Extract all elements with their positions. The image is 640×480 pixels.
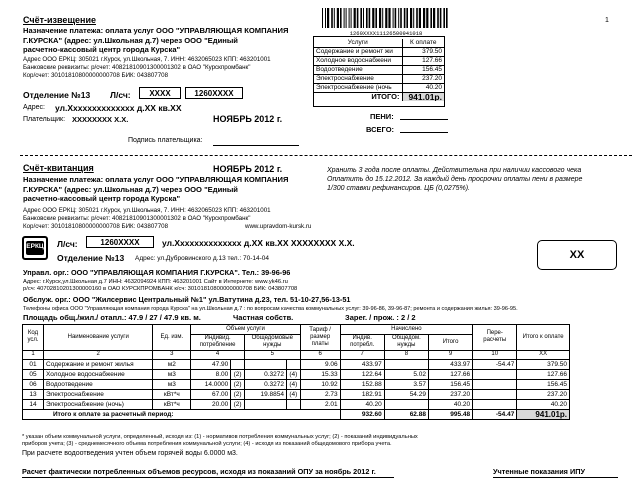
receipt-org-line: Адрес ООО ЕРКЦ: 305021 г.Курск, ул.Школьная, 7. ИНН: 4632065023 КПП: 463201001 <box>23 207 271 214</box>
barcode-bar <box>406 8 408 28</box>
barcode-bar <box>426 8 428 28</box>
column-numbers-row <box>23 350 570 360</box>
receipt-purpose <box>23 175 288 204</box>
service-name: Электроснабжение (ночь <box>314 84 402 93</box>
receipt-purpose-line: расчетно-кассовый центр города Курска" <box>23 194 181 203</box>
col-number: 7 <box>340 350 384 360</box>
peni-label: ПЕНИ: <box>370 112 394 121</box>
receipt-address-line: ул.Xxxxxxxxxxxxxx д.XX кв.XX XXXXXXXX X.X. <box>162 238 355 248</box>
col-number: 3 <box>153 350 191 360</box>
row-common-mark: (4) <box>286 380 300 390</box>
receipt-purpose-line: Г.КУРСКА" (адрес: ул.Школьная д.7) через ООО "Единый <box>23 184 238 194</box>
notice-org-info <box>23 56 271 79</box>
row-acc-com: 3.57 <box>384 380 428 390</box>
table-row <box>23 400 570 410</box>
barcode-bar <box>388 8 390 28</box>
total-to-pay: 941.01р. <box>517 410 570 420</box>
barcode-bars <box>320 8 452 28</box>
signature-line <box>213 145 299 146</box>
row-indiv-mark: (2) <box>231 370 245 380</box>
barcode <box>320 8 452 36</box>
row-name: Электроснабжение (ночь) <box>44 400 153 410</box>
barcode-bar <box>334 8 335 28</box>
notice-purpose-line: Назначение платежа: оплата услуг ООО "УПРАВЛЯЮЩАЯ КОМПАНИЯ <box>23 26 289 35</box>
row-recalc: -54.47 <box>473 360 517 370</box>
col-number: 6 <box>300 350 340 360</box>
notice-purpose-line: расчетно-кассовый центр города Курска" <box>23 45 181 54</box>
barcode-bar <box>419 8 421 28</box>
header-name: Наименование услуги <box>44 325 153 351</box>
row-unit: м2 <box>153 360 191 370</box>
row-unit: м3 <box>153 380 191 390</box>
row-tariff: 2.73 <box>300 390 340 400</box>
row-name: Холодное водоснабжение <box>44 370 153 380</box>
barcode-bar <box>357 8 359 28</box>
barcode-bar <box>337 8 339 28</box>
cut-line <box>20 155 632 156</box>
service-row <box>314 66 444 75</box>
footnotes <box>22 434 418 448</box>
row-tariff: 10.92 <box>300 380 340 390</box>
barcode-bar <box>375 8 377 28</box>
row-name: Электроснабжение <box>44 390 153 400</box>
receipt-org-line: Кор/счет: 30101810800000000708 БИК: 043807708 <box>23 222 169 230</box>
barcode-bar <box>437 8 439 28</box>
barcode-bar <box>344 8 345 28</box>
service-row <box>314 84 444 93</box>
col-number: 2 <box>44 350 153 360</box>
bottom-left-line <box>22 477 394 478</box>
service-amount: 156.45 <box>402 66 444 75</box>
table-row <box>23 360 570 370</box>
barcode-bar <box>349 8 350 28</box>
notice-payer: XXXXXXXX X.X. <box>72 115 129 124</box>
row-name: Содержание и ремонт жилья <box>44 360 153 370</box>
barcode-bar <box>393 8 394 28</box>
row-common-mark <box>286 400 300 410</box>
total-row <box>23 410 570 420</box>
receipt-account-box: 1260XXXX <box>86 236 154 248</box>
row-total: 127.66 <box>428 370 472 380</box>
col-number: 1 <box>23 350 44 360</box>
col-number: 9 <box>428 350 472 360</box>
barcode-text: 1260XXXX11126500941018 <box>349 30 423 37</box>
row-recalc <box>473 370 517 380</box>
receipt-branch-address: Адрес: ул.Дубровинского д.13 тел.: 70-14-04 <box>135 255 270 262</box>
barcode-bar <box>372 8 374 28</box>
barcode-bar <box>398 8 399 28</box>
row-code: 13 <box>23 390 44 400</box>
row-code: 14 <box>23 400 44 410</box>
barcode-bar <box>385 8 387 28</box>
notice-branch: Отделение №13 <box>23 90 91 100</box>
row-common: 19.8854 <box>244 390 286 400</box>
row-common <box>244 360 286 370</box>
barcode-bar <box>351 8 352 28</box>
header-total: Итого <box>428 334 472 350</box>
header-accrued-common: Общедом. нужды <box>384 334 428 350</box>
recalc-note: При расчете водоотведения учтен объем горячей воды 6.0000 м3. <box>22 450 238 457</box>
row-code: 05 <box>23 370 44 380</box>
col-number: 10 <box>473 350 517 360</box>
notice-purpose <box>23 26 288 55</box>
row-acc-ind: 152.88 <box>340 380 384 390</box>
row-indiv-mark: (2) <box>231 380 245 390</box>
barcode-bar <box>366 8 368 28</box>
row-common <box>244 400 286 410</box>
row-to-pay: 237.20 <box>517 390 570 400</box>
row-acc-com: 54.29 <box>384 390 428 400</box>
barcode-bar <box>416 8 418 28</box>
row-tariff: 9.06 <box>300 360 340 370</box>
service-amount: 127.66 <box>402 57 444 66</box>
col-number: XX <box>517 350 570 360</box>
row-common: 0.3272 <box>244 380 286 390</box>
notice-services-box <box>313 36 445 107</box>
receipt-branch: Отделение №13 <box>57 253 125 263</box>
bottom-left-heading: Расчет фактически потребленных объемов ресурсов, исходя из показаний ОПУ за ноябрь 2012 г. <box>22 467 376 476</box>
storage-note <box>327 166 582 193</box>
row-total: 433.97 <box>428 360 472 370</box>
barcode-bar <box>413 8 414 28</box>
row-unit: кВт*ч <box>153 400 191 410</box>
row-acc-ind: 122.64 <box>340 370 384 380</box>
vsego-line <box>400 132 448 133</box>
barcode-bar <box>433 8 435 28</box>
service-name: Содержание и ремонт жи <box>314 48 402 57</box>
barcode-bar <box>322 8 323 28</box>
barcode-bar <box>440 8 442 28</box>
row-indiv-mark: (2) <box>231 390 245 400</box>
header-recalc: Пере-расчеты <box>473 325 517 351</box>
row-acc-com <box>384 400 428 410</box>
row-to-pay: 127.66 <box>517 370 570 380</box>
service-org: Обслуж. орг.: ООО "Жилсервис Центральный №1" ул.Ватутина д.23, тел. 51-10-27,56-13-51 <box>23 295 351 304</box>
notice-org-line: Кор/счет: 30101810800000000708 БИК: 043807708 <box>23 71 169 79</box>
barcode-bar <box>423 8 425 28</box>
service-amount: 379.50 <box>402 48 444 57</box>
barcode-bar <box>354 8 356 28</box>
table-row <box>23 380 570 390</box>
row-acc-com: 5.02 <box>384 370 428 380</box>
total-acc-com: 62.88 <box>384 410 428 420</box>
row-common: 0.3272 <box>244 370 286 380</box>
row-indiv-mark: (2) <box>231 400 245 410</box>
row-indiv-mark <box>231 360 245 370</box>
barcode-bar <box>331 8 333 28</box>
header-unit: Ед. изм. <box>153 325 191 351</box>
row-tariff: 2.01 <box>300 400 340 410</box>
website-link[interactable]: www.upravdom-kursk.ru <box>245 223 312 230</box>
erkc-logo-text: ЕРКЦ <box>26 243 44 250</box>
header-accrued-indiv: Индив. потребл. <box>340 334 384 350</box>
service-amount: 40.20 <box>402 84 444 93</box>
barcode-bar <box>404 8 406 28</box>
total-total: 995.48 <box>428 410 472 420</box>
mgmt-org-bank: р/сч: 40702810201300000160 в ОАО КУРСКПРОМБАНК к/сч: 30101810800000000708 БИК: 043807708 <box>23 286 298 292</box>
row-to-pay: 40.20 <box>517 400 570 410</box>
receipt-title: Счёт-квитанция <box>23 163 94 173</box>
row-recalc <box>473 400 517 410</box>
barcode-bar <box>382 8 383 28</box>
notice-address: ул.Xxxxxxxxxxxxxx д.XX кв.XX <box>55 103 182 113</box>
notice-account-label: Л/сч: <box>110 90 131 100</box>
total-recalc: -54.47 <box>473 410 517 420</box>
notice-title: Счёт-извещение <box>23 15 97 25</box>
barcode-bar <box>410 8 412 28</box>
notice-period: НОЯБРЬ 2012 г. <box>213 114 283 124</box>
row-code: 06 <box>23 380 44 390</box>
barcode-bar <box>360 8 362 28</box>
barcode-bar <box>327 8 329 28</box>
services-header-amount: К оплате <box>402 39 444 48</box>
mgmt-org-address: Адрес: г.Курск,ул.Школьная д.7 ИНН: 4632094924 КПП: 463201001 Сайт в Интернете: www.yk46.ru <box>23 279 288 285</box>
barcode-bar <box>363 8 364 28</box>
page-number: 1 <box>605 17 609 24</box>
row-recalc <box>473 380 517 390</box>
row-acc-com <box>384 360 428 370</box>
service-amount: 237.20 <box>402 75 444 84</box>
col-number: 8 <box>384 350 428 360</box>
notice-account-box2: 1260XXXX <box>185 87 243 99</box>
barcode-bar <box>446 8 448 28</box>
peni-line <box>400 119 448 120</box>
notice-services-table <box>314 39 444 101</box>
row-indiv: 47.90 <box>191 360 231 370</box>
notice-org-line: Адрес ООО ЕРКЦ: 305021 г.Курск, ул.Школьная, 7. ИНН: 4632065023 КПП: 463201001 <box>23 56 271 63</box>
barcode-bar <box>430 8 432 28</box>
barcode-bar <box>379 8 381 28</box>
header-to-pay: Итого к оплате <box>517 325 570 351</box>
barcode-bar <box>443 8 445 28</box>
row-indiv: 67.00 <box>191 390 231 400</box>
total-label: Итого к оплате за расчетный период: <box>23 410 341 420</box>
row-unit: кВт*ч <box>153 390 191 400</box>
service-row <box>314 75 444 84</box>
header-common: Общедомовые нужды <box>244 334 300 350</box>
area-line: Площадь общ./жил./ отапл.: 47.9 / 27 / 47.9 кв. м. <box>23 313 201 322</box>
receipt-period: НОЯБРЬ 2012 г. <box>213 164 283 174</box>
service-row <box>314 48 444 57</box>
row-to-pay: 156.45 <box>517 380 570 390</box>
row-total: 237.20 <box>428 390 472 400</box>
service-name: Холодное водоснабжени <box>314 57 402 66</box>
row-acc-ind: 40.20 <box>340 400 384 410</box>
header-code: Код усл. <box>23 325 44 351</box>
row-recalc <box>473 390 517 400</box>
notice-org-line: Банковские реквизиты: р/счет: 40821810901300001302 в ОАО "Курскпромбанк" <box>23 63 251 71</box>
row-indiv: 20.00 <box>191 400 231 410</box>
big-code-box: XX <box>537 240 617 270</box>
row-acc-ind: 433.97 <box>340 360 384 370</box>
col-number: 5 <box>244 350 300 360</box>
bottom-right-heading: Учтенные показания ИПУ <box>493 467 585 476</box>
receipt-account-label: Л/сч: <box>57 239 78 249</box>
service-name: Водоотведение <box>314 66 402 75</box>
notice-account-box1: XXXX <box>139 87 181 99</box>
row-name: Водоотведение <box>44 380 153 390</box>
bottom-right-line <box>493 477 618 478</box>
barcode-bar <box>325 8 326 28</box>
barcode-bar <box>369 8 371 28</box>
services-total: 941.01р. <box>402 93 444 102</box>
barcode-bar <box>340 8 342 28</box>
footnote-line: приборов учета; (3) - среднемесячного объема потребления коммунальной услуги; (4) - исходя из показаний общедомового прибора учета. <box>22 441 392 447</box>
storage-note-line: Оплатить до 15.12.2012. За каждый день просрочки оплаты пени в размере <box>327 176 583 183</box>
row-indiv: 14.0000 <box>191 380 231 390</box>
col-number: 4 <box>191 350 245 360</box>
charges-table <box>22 324 570 420</box>
signature-label: Подпись плательщика: <box>128 137 203 144</box>
ownership: Частная собств. <box>233 313 294 322</box>
notice-purpose-line: Г.КУРСКА" (адрес: ул.Школьная д.7) через ООО "Единый <box>23 35 238 45</box>
barcode-bar <box>400 8 402 28</box>
mgmt-org: Управл. орг.: ООО "УПРАВЛЯЮЩАЯ КОМПАНИЯ Г.КУРСКА". Тел.: 39-96-96 <box>23 268 291 277</box>
services-header-name: Услуги <box>314 39 402 48</box>
row-indiv: 8.00 <box>191 370 231 380</box>
footnote-line: * указан объем коммунальной услуги, определенный, исходя из: (1) - нормативов потребления коммунальных услуг; (2) - показаний индивидуальных <box>22 434 418 440</box>
receipt-org-info <box>23 207 271 230</box>
row-common-mark: (4) <box>286 390 300 400</box>
row-common-mark <box>286 360 300 370</box>
table-row <box>23 390 570 400</box>
row-common-mark: (4) <box>286 370 300 380</box>
header-volume: Объем услуги <box>191 325 300 335</box>
notice-payer-label: Плательщик: <box>23 116 66 123</box>
service-row <box>314 57 444 66</box>
row-to-pay: 379.50 <box>517 360 570 370</box>
phones-note: Телефоны офиса ООО "Управляющая компания города Курска" на ул.Школьная д.7 : по вопросам качества коммунальных услуг: 39-96-86, 39-96-87; ремонта и содержания жилья: 39-96-95. <box>23 306 518 312</box>
header-tariff: Тариф / размер платы <box>300 325 340 351</box>
table-row <box>23 370 570 380</box>
erkc-logo <box>22 236 48 260</box>
row-total: 40.20 <box>428 400 472 410</box>
registered: Зарег. / прож. : 2 / 2 <box>345 313 416 322</box>
barcode-bar <box>395 8 397 28</box>
row-acc-ind: 182.91 <box>340 390 384 400</box>
row-unit: м3 <box>153 370 191 380</box>
services-total-label: ИТОГО: <box>314 93 402 102</box>
receipt-org-line: Банковские реквизиты: р/счет: 40821810901300001302 в ОАО "Курскпромбанк" <box>23 214 251 222</box>
total-acc-ind: 932.60 <box>340 410 384 420</box>
row-tariff: 15.33 <box>300 370 340 380</box>
vsego-label: ВСЕГО: <box>366 125 395 134</box>
storage-note-line: 1/300 ставки рефинансиров. ЦБ (0,0275%). <box>327 185 471 192</box>
row-total: 156.45 <box>428 380 472 390</box>
notice-address-label: Адрес: <box>23 104 45 111</box>
row-code: 01 <box>23 360 44 370</box>
receipt-purpose-line: Назначение платежа: оплата услуг ООО "УПРАВЛЯЮЩАЯ КОМПАНИЯ <box>23 175 289 184</box>
header-accrued: Начислено <box>340 325 473 335</box>
storage-note-line: Хранить 3 года после оплаты. Действительна при наличии кассового чека <box>327 167 582 174</box>
header-indiv: Индивид. потребление <box>191 334 245 350</box>
barcode-bar <box>346 8 347 28</box>
service-name: Электроснабжение <box>314 75 402 84</box>
